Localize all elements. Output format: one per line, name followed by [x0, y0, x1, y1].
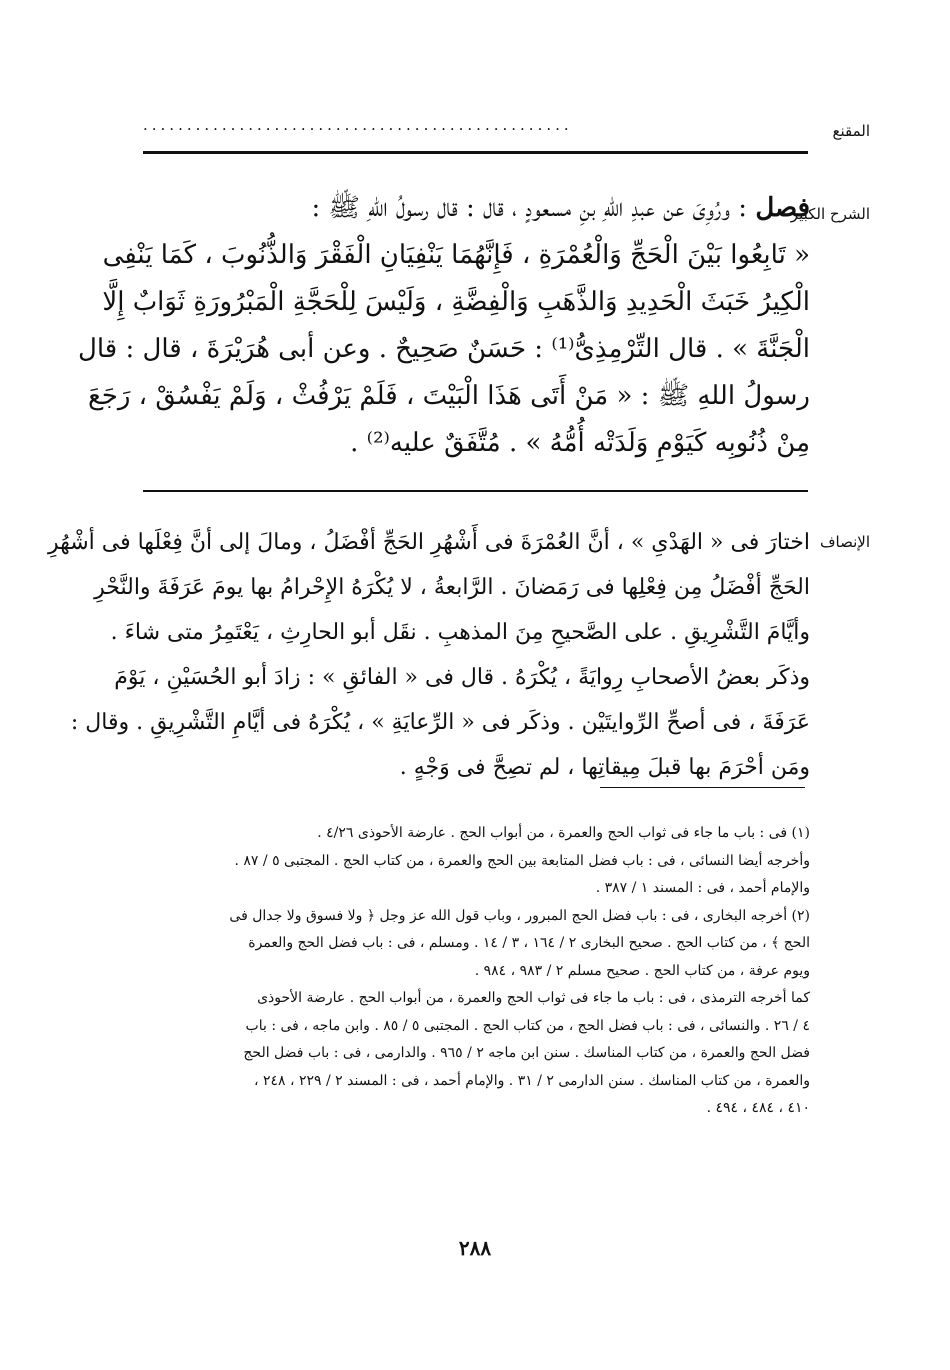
insaf-line-5: عَرَفَةَ ، فى أصحِّ الرِّوايتَيْن . وذكَر فى « الرِّعايَةِ » ، يُكْرَهُ فى أيَّامِ التَّشْرِيقِ . وقال :	[70, 710, 810, 735]
sharh-line-4: الْجَنَّةَ » . قال التِّرْمِذِىُّ⁽¹⁾ : حَسَنٌ صَحِيحٌ . وعن أبى هُرَيْرَةَ ، قال : قال	[77, 334, 810, 364]
label-insaf: الإنصاف	[819, 533, 870, 551]
footnote-line-8: ٤ / ٢٦ . والنسائى ، فى : باب فضل الحج ، من كتاب الحج . المجتبى ٥ / ٨٥ . وابن ماجه ، فى : باب	[245, 1017, 810, 1034]
insaf-line-1: اختارَ فى « الهَدْىِ » ، أنَّ العُمْرَةَ فى أَشْهُرِ الحَجِّ أفْضَلُ ، ومالَ إلى أنَّ فِعْلَها فى أشْهُرِ	[47, 530, 810, 555]
sharh-line-3: الْكِيرُ خَبَثَ الْحَدِيدِ وَالذَّهَبِ وَالْفِضَّةِ ، وَلَيْسَ لِلْحَجَّةِ الْمَبْرُورَةِ ثَوَابٌ إِلَّا	[102, 287, 810, 317]
section-divider	[143, 490, 808, 492]
insaf-line-4: وذكَر بعضُ الأصحابِ رِوايَةً ، يُكْرَهُ . قال فى « الفائقِ » : زادَ أبو الحُسَيْنِ ، يَوْمَ	[114, 665, 810, 690]
insaf-line-3: وأيَّامَ التَّشْرِيقِ . على الصَّحيحِ مِنَ المذهبِ . نقَل أبو الحارِثِ ، يَعْتَمِرُ متى شاءَ .	[110, 620, 810, 645]
insaf-line-2: الحَجِّ أفْضَلُ مِن فِعْلِها فى رَمَضانَ . الرَّابعةُ ، لا يُكْرَهُ الإِحْرامُ بها يومَ عَرَفَةَ والنَّحْرِ	[94, 575, 810, 600]
footnote-line-3: والإمام أحمد ، فى : المسند ١ / ٣٨٧ .	[595, 880, 810, 896]
label-sharh-kabir: الشرح الكبير	[790, 205, 870, 223]
footnote-rule	[600, 787, 805, 788]
sharh-text	[77, 185, 810, 467]
section-heading: فصل	[755, 193, 810, 223]
footnote-line-4: (٢) أخرجه البخارى ، فى : باب فضل الحج المبرور ، وباب قول الله عز وجل ﴿ ولا فسوق ولا جدال فى	[229, 907, 810, 924]
footnote-line-11: ٤١٠ ، ٤٨٤ ، ٤٩٤ .	[706, 1100, 810, 1116]
footnote-line-6: ويوم عرفة ، من كتاب الحج . صحيح مسلم ٢ / ٩٨٣ ، ٩٨٤ .	[474, 962, 810, 979]
sharh-line-2: « تَابِعُوا بَيْنَ الْحَجِّ وَالْعُمْرَةِ ، فَإِنَّهُمَا يَنْفِيَانِ الْفَقْرَ وَالذُّنُوبَ ، كَمَا يَنْفِى	[102, 240, 810, 270]
dotted-leader: .................................................	[143, 116, 573, 134]
footnote-line-5: الحج ﴾ ، من كتاب الحج . صحيح البخارى ٢ / ١٦٤ ، ٣ / ١٤ . ومسلم ، فى : باب فضل الحج والعمرة	[248, 935, 810, 951]
footnote-line-2: وأخرجه أيضا النسائى ، فى : باب فضل المتابعة بين الحج والعمرة ، من كتاب الحج . المجتبى ٥ / ٨٧ .	[234, 852, 810, 869]
sharh-line-1-text: : ورُوِىَ عن عبدِ اللهِ بنِ مسعودٍ ، قال : قال رسولُ اللهِ ﷺ :	[311, 193, 748, 223]
insaf-line-6: ومَن أحْرَمَ بها قبلَ مِيقاتِها ، لم تصِحَّ فى وَجْهٍ .	[399, 755, 810, 780]
sharh-line-6: مِنْ ذُنُوبِه كَيَوْمِ وَلَدَتْه أُمُّهُ » . مُتَّفَقٌ عليه⁽²⁾ .	[350, 428, 810, 458]
footnote-line-10: والعمرة ، من كتاب المناسك . سنن الدارمى ٢ / ٣١ . والإمام أحمد ، فى : المسند ٢ / ٢٢٩ ، ٢٤٨ ،	[254, 1072, 810, 1089]
footnotes	[130, 820, 810, 1123]
footnote-line-9: فضل الحج والعمرة ، من كتاب المناسك . سنن ابن ماجه ٢ / ٩٦٥ . والدارمى ، فى : باب فضل الحج	[243, 1045, 810, 1061]
label-muqni: المقنع	[832, 122, 870, 140]
insaf-text	[47, 520, 810, 790]
footnote-line-1: (١) فى : باب ما جاء فى ثواب الحج والعمرة ، من أبواب الحج . عارضة الأحوذى ٤/٢٦ .	[317, 825, 810, 841]
header-rule	[143, 151, 808, 154]
sharh-line-5: رسولُ اللهِ ﷺ : « مَنْ أَتَى هَذَا الْبَيْتَ ، فَلَمْ يَرْفُثْ ، وَلَمْ يَفْسُقْ ، رَجَعَ	[87, 381, 810, 411]
page-number: ٢٨٨	[458, 1236, 492, 1260]
footnote-line-7: كما أخرجه الترمذى ، فى : باب ما جاء فى ثواب الحج والعمرة ، من أبواب الحج . عارضة الأحوذى	[257, 990, 810, 1006]
sharh-line-1	[135, 185, 810, 232]
